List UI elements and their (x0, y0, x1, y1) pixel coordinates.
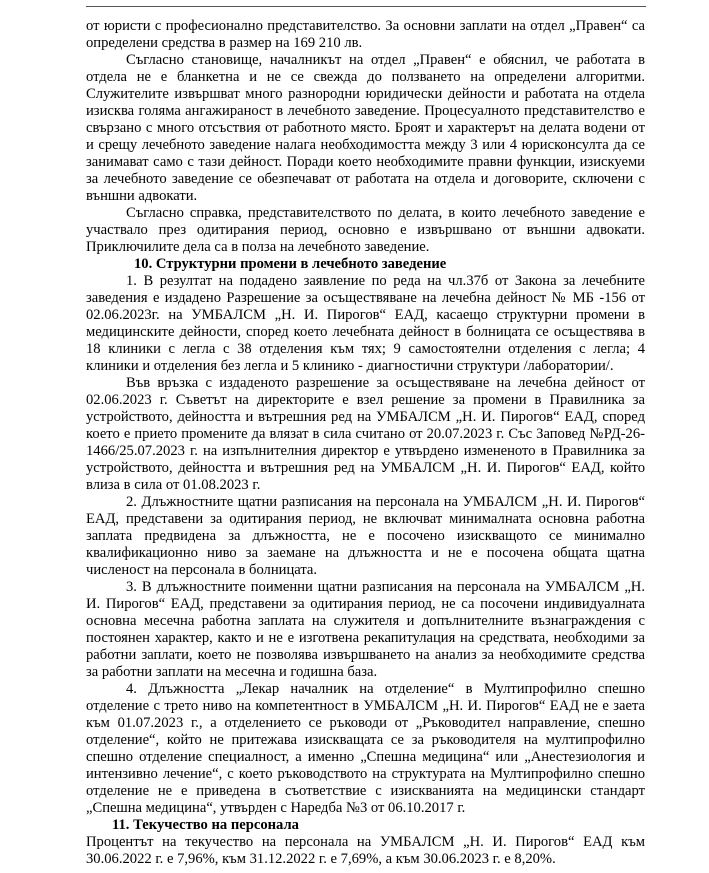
paragraph-court-representation: Съгласно справка, представителството по делата, в които лечебното заведение е участвало през одитирания период, основно е извършвано от външни адвокати. Приключилите дела са в полза на лечебното заведение. (86, 205, 645, 255)
paragraph-legal-salaries: от юристи с професионално представителство. За основни заплати на отдел „Правен“ са определени средства в размер на 169 210 лв. (86, 18, 645, 51)
paragraph-turnover-rates: Процентът на текучество на персонала на УМБАЛСМ „Н. И. Пирогов“ ЕАД към 30.06.2022 г. е 7,96%, към 31.12.2022 г. е 7,69%, а към 30.06.2023 г. е 8,20%. (86, 834, 645, 867)
paragraph-rules-amendment: Във връзка с издаденото разрешение за осъществяване на лечебна дейност от 02.06.2023 г. Съветът на директорите е взел решение за промени в Правилника за устройството, дейността и вътрешния ред на УМБАЛСМ „Н. И. Пирогов“ ЕАД, според което е прието промените да влязат в сила считано от 20.07.2023 г. Със Заповед №РД-26-1466/25.07.2023 г. на изпълнителния директор е утвърдено измененото в Правилника за устройството, дейността и вътрешния ред на УМБАЛСМ „Н. И. Пирогов“ ЕАД, който влиза в сила от 01.08.2023 г. (86, 375, 645, 493)
paragraph-item-1-permit: 1. В резултат на подадено заявление по реда на чл.37б от Закона за лечебните заведения е издадено Разрешение за осъществяване на лечебна дейност № МБ -156 от 02.06.2023г. на УМБАЛСМ „Н. И. Пирогов“ ЕАД, касаещо структурни промени в медицинските дейности, според което лечебната дейност в болницата се осъществява в 18 клиники с легла с 38 отделения към тях; 9 самостоятелни отделения с легла; 4 клиники и отделения без легла и 5 клинико - диагностични структури /лаборатории/. (86, 273, 645, 374)
paragraph-item-4-emergency-department: 4. Длъжността „Лекар началник на отделение“ в Мултипрофилно спешно отделение с трето ниво на компетентност в УМБАЛСМ „Н. И. Пирогов“ ЕАД не е заета към 01.07.2023 г., а отделението се ръководи от „Ръководител направление, спешно отделение“, който не притежава изискващата се за ръководителя на мултипрофилно спешно отделение специалност, а именно „Спешна медицина“ или „Анестезиология и интензивно лечение“, с което ръководството на структурата на Мултипрофилно спешно отделение не е приведена в съответствие с изискванията на медицински стандарт „Спешна медицина“, утвърден с Наредба №3 от 06.10.2017 г. (86, 681, 645, 816)
header-rule (86, 6, 646, 7)
paragraph-item-3-named-schedules: 3. В длъжностните поименни щатни разписания на персонала на УМБАЛСМ „Н. И. Пирогов“ ЕАД, представени за одитирания период, не са посочени индивидуалната основна месечна работна заплата на служителя и допълнителните възнаграждения с постоянен характер, както и не е изготвена рекапитулация на средствата, необходими за работни заплати, което не позволява извършването на анализ за необходимите средства за работни заплати на месечна и годишна база. (86, 579, 645, 680)
section-heading-structural-changes: 10. Структурни промени в лечебното заведение (134, 256, 447, 272)
section-heading-staff-turnover: 11. Текучество на персонала (112, 817, 299, 833)
paragraph-legal-department-opinion: Съгласно становище, началникът на отдел „Правен“ е обяснил, че работата в отдела не е бланкетна и не се свежда до ползването на определени алгоритми. Служителите извършват много разнородни юридически дейности и работата на отдела изисква голяма ангажираност в лечебното заведение. Процесуалното представителство е свързано с много отсъствия от работното място. Броят и характерът на делата водени от и срещу лечебното заведение налага необходимостта между 3 или 4 юрисконсулта да се занимават само с тази дейност. Поради което необходимите правни функции, изискуеми за лечебното заведение се обезпечават от работата на отдела и договорите, сключени с външни адвокати. (86, 52, 645, 204)
paragraph-item-2-staff-schedules: 2. Длъжностните щатни разписания на персонала на УМБАЛСМ „Н. И. Пирогов“ ЕАД, представени за одитирания период, не включват минималната основна работна заплата предвидена за длъжността, не е посочено изискващото се минимално квалификационно ниво за заемане на длъжността и не е посочена общата щатна численост на персонала в болницата. (86, 494, 645, 578)
document-body (86, 18, 645, 868)
